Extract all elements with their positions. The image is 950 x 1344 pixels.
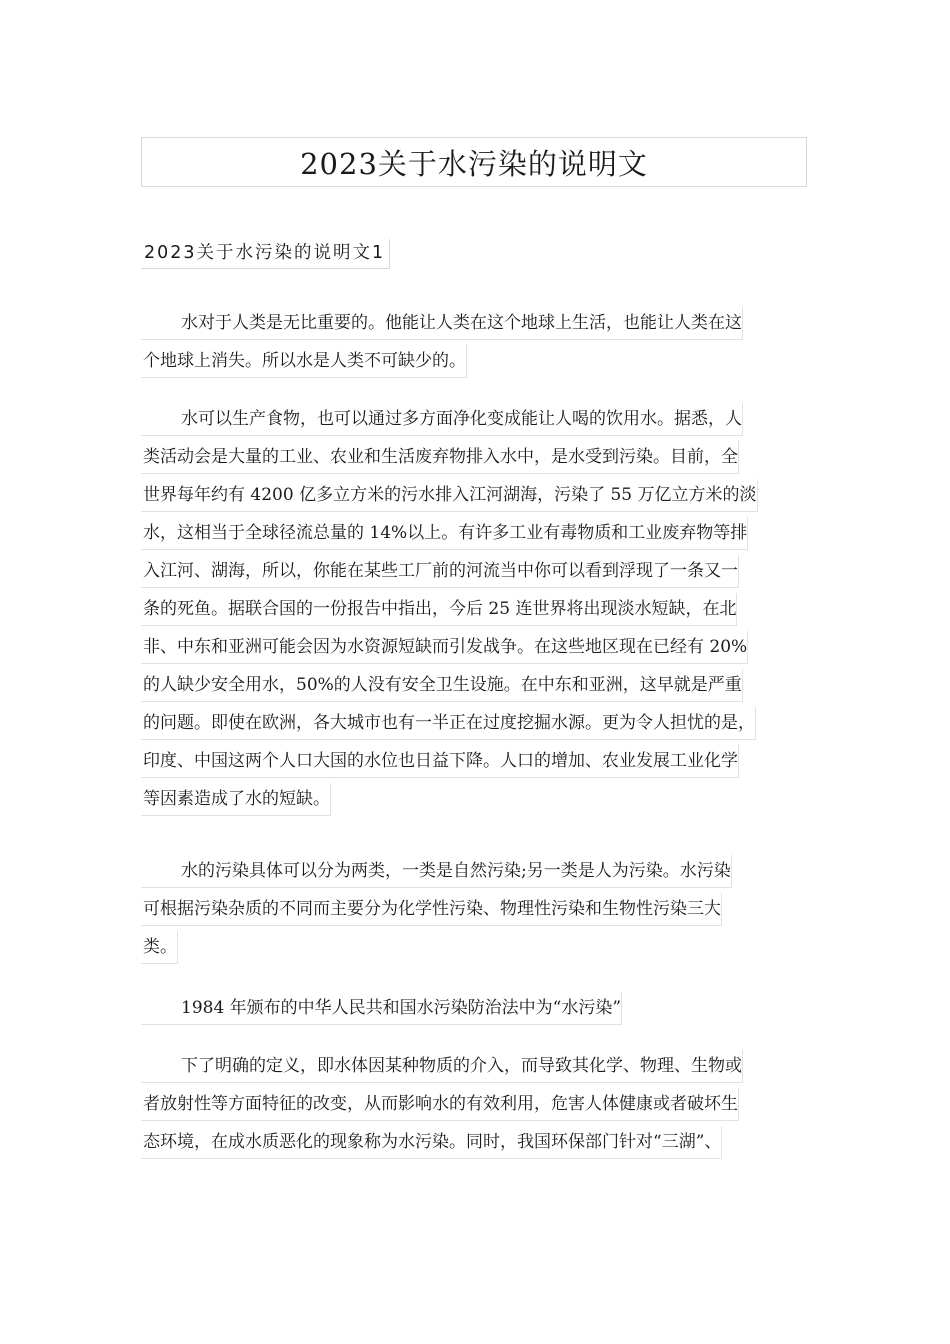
text-line: 者放射性等方面特征的改变，从而影响水的有效利用，危害人体健康或者破坏生 — [141, 1088, 807, 1121]
text-line: 的人缺少安全用水，50%的人没有安全卫生设施。在中东和亚洲，这早就是严重 — [141, 669, 807, 702]
text-line: 非、中东和亚洲可能会因为水资源短缺而引发战争。在这些地区现在已经有 20% — [141, 631, 807, 664]
text-line: 水对于人类是无比重要的。他能让人类在这个地球上生活，也能让人类在这 — [141, 307, 807, 340]
text-line: 世界每年约有 4200 亿多立方米的污水排入江河湖海，污染了 55 万亿立方米的淡 — [141, 479, 807, 512]
text-line: 态环境，在成水质恶化的现象称为水污染。同时，我国环保部门针对“三湖”、 — [141, 1126, 807, 1159]
text-line: 1984 年颁布的中华人民共和国水污染防治法中为“水污染” — [141, 992, 807, 1025]
document-title: 2023关于水污染的说明文 — [300, 146, 648, 181]
paragraph-2 — [141, 403, 807, 821]
paragraph-1 — [141, 307, 807, 383]
text-line: 下了明确的定义，即水体因某种物质的介入，而导致其化学、物理、生物或 — [141, 1050, 807, 1083]
section-heading: 2023关于水污染的说明文1 — [141, 239, 390, 269]
text-line: 类活动会是大量的工业、农业和生活废弃物排入水中，是水受到污染。目前，全 — [141, 441, 807, 474]
text-line: 水的污染具体可以分为两类，一类是自然污染;另一类是人为污染。水污染 — [141, 855, 807, 888]
text-line: 入江河、湖海，所以，你能在某些工厂前的河流当中你可以看到浮现了一条又一 — [141, 555, 807, 588]
text-line: 类。 — [141, 931, 807, 964]
document-title-box — [141, 137, 807, 187]
text-line: 个地球上消失。所以水是人类不可缺少的。 — [141, 345, 807, 378]
text-line: 可根据污染杂质的不同而主要分为化学性污染、物理性污染和生物性污染三大 — [141, 893, 807, 926]
paragraph-4 — [141, 992, 807, 1030]
text-line: 水可以生产食物，也可以通过多方面净化变成能让人喝的饮用水。据悉，人 — [141, 403, 807, 436]
text-line: 印度、中国这两个人口大国的水位也日益下降。人口的增加、农业发展工业化学 — [141, 745, 807, 778]
paragraph-3 — [141, 855, 807, 969]
text-line: 水，这相当于全球径流总量的 14%以上。有许多工业有毒物质和工业废弃物等排 — [141, 517, 807, 550]
text-line: 的问题。即使在欧洲，各大城市也有一半正在过度挖掘水源。更为令人担忧的是， — [141, 707, 807, 740]
text-line: 等因素造成了水的短缺。 — [141, 783, 807, 816]
text-line: 条的死鱼。据联合国的一份报告中指出，今后 25 连世界将出现淡水短缺，在北 — [141, 593, 807, 626]
paragraph-5 — [141, 1050, 807, 1164]
